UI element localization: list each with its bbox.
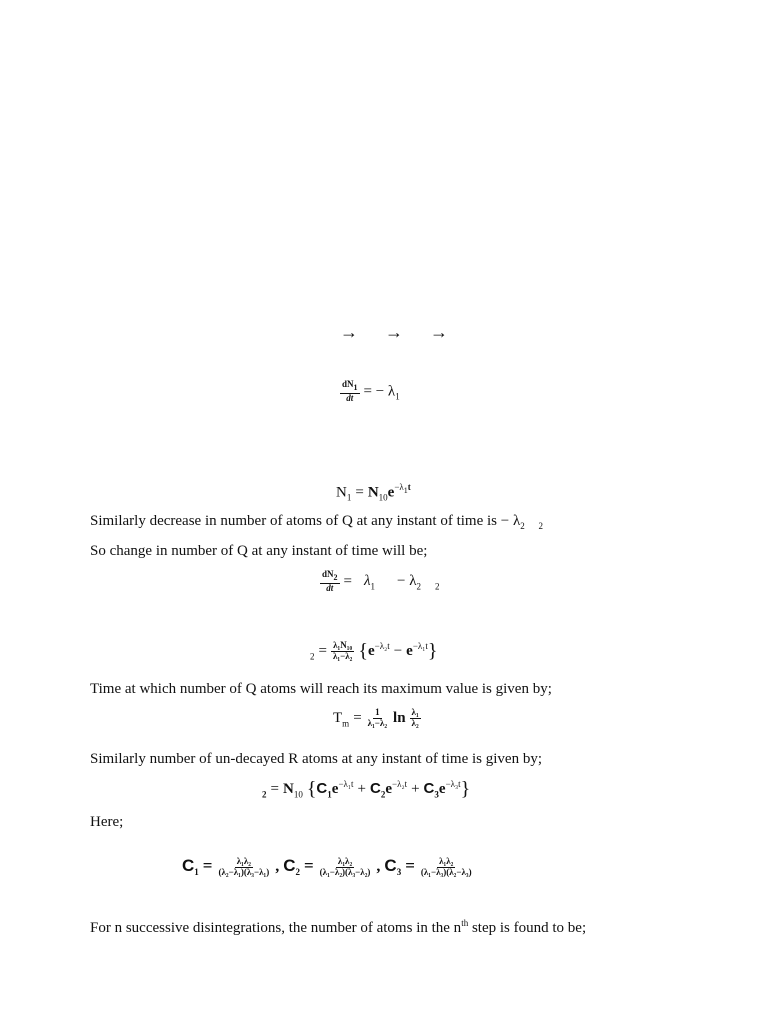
paragraph-time-max: Time at which number of Q atoms will reach its maximum value is given by; [90,681,552,697]
arrow-icon: → [430,322,448,342]
arrow-icon: → [385,322,403,342]
equation-coefficients: $C_1$ = $\frac{\text{λ₁λ₂}}{\text{(λ₂−λ₁)(λ₃−λ₁)}}$ , $C_2$ = $\frac{\text{λ₁λ₂}}{\text{(λ₁−λ₂)(λ₃−λ₂)}}$ , $C_3$ = $\frac{\text{λ₁λ₂}}{\text{(λ₁−λ₃)(λ₂−λ₃)}}$ [182,855,472,878]
arrow-row [340,322,448,343]
arrow-icon: → [340,322,358,342]
equation-dn2-dt: $\frac{dN_2}{dt}$ = $\lambda_1 - \lambda_2$ $_2$ [322,569,440,593]
equation-n3: $_2 = N_{10}$ $\{C_1e^{-\lambda_1t} + C_2e^{-\lambda_2t} + C_3e^{-\lambda_3t}\}$ [262,778,471,800]
paragraph-here: Here; [90,814,124,830]
equation-n1: $N_1 = N_{10}e^{-\lambda_1t}$ [336,482,411,503]
equation-dn1-dt: $\frac{dN_1}{dt}$ = − $\lambda_1$ [342,379,400,403]
equation-n2: $_2$ = $\frac{\text{λ₁N₁₀}}{\text{λ₁−λ₂}}$ $\{e^{-\lambda_2t} - e^{-\lambda_1t}\}$ [310,640,438,662]
paragraph-q-change: So change in number of Q at any instant of time will be; [90,543,428,559]
paragraph-r-atoms: Similarly number of un-decayed R atoms at any instant of time is given by; [90,751,542,767]
paragraph-q-decrease: Similarly decrease in number of atoms of Q at any instant of time is − $\lambda_2$ $_2$ [90,513,543,531]
paragraph-n-disintegrations: For n successive disintegrations, the number of atoms in the $n^{th}$ step is found to be; [90,918,587,936]
equation-tm: $T_m$ = $\frac{1}{\text{λ₁−λ₂}}$ ln $\frac{\text{λ₁}}{\text{λ₂}}$ [333,707,419,729]
